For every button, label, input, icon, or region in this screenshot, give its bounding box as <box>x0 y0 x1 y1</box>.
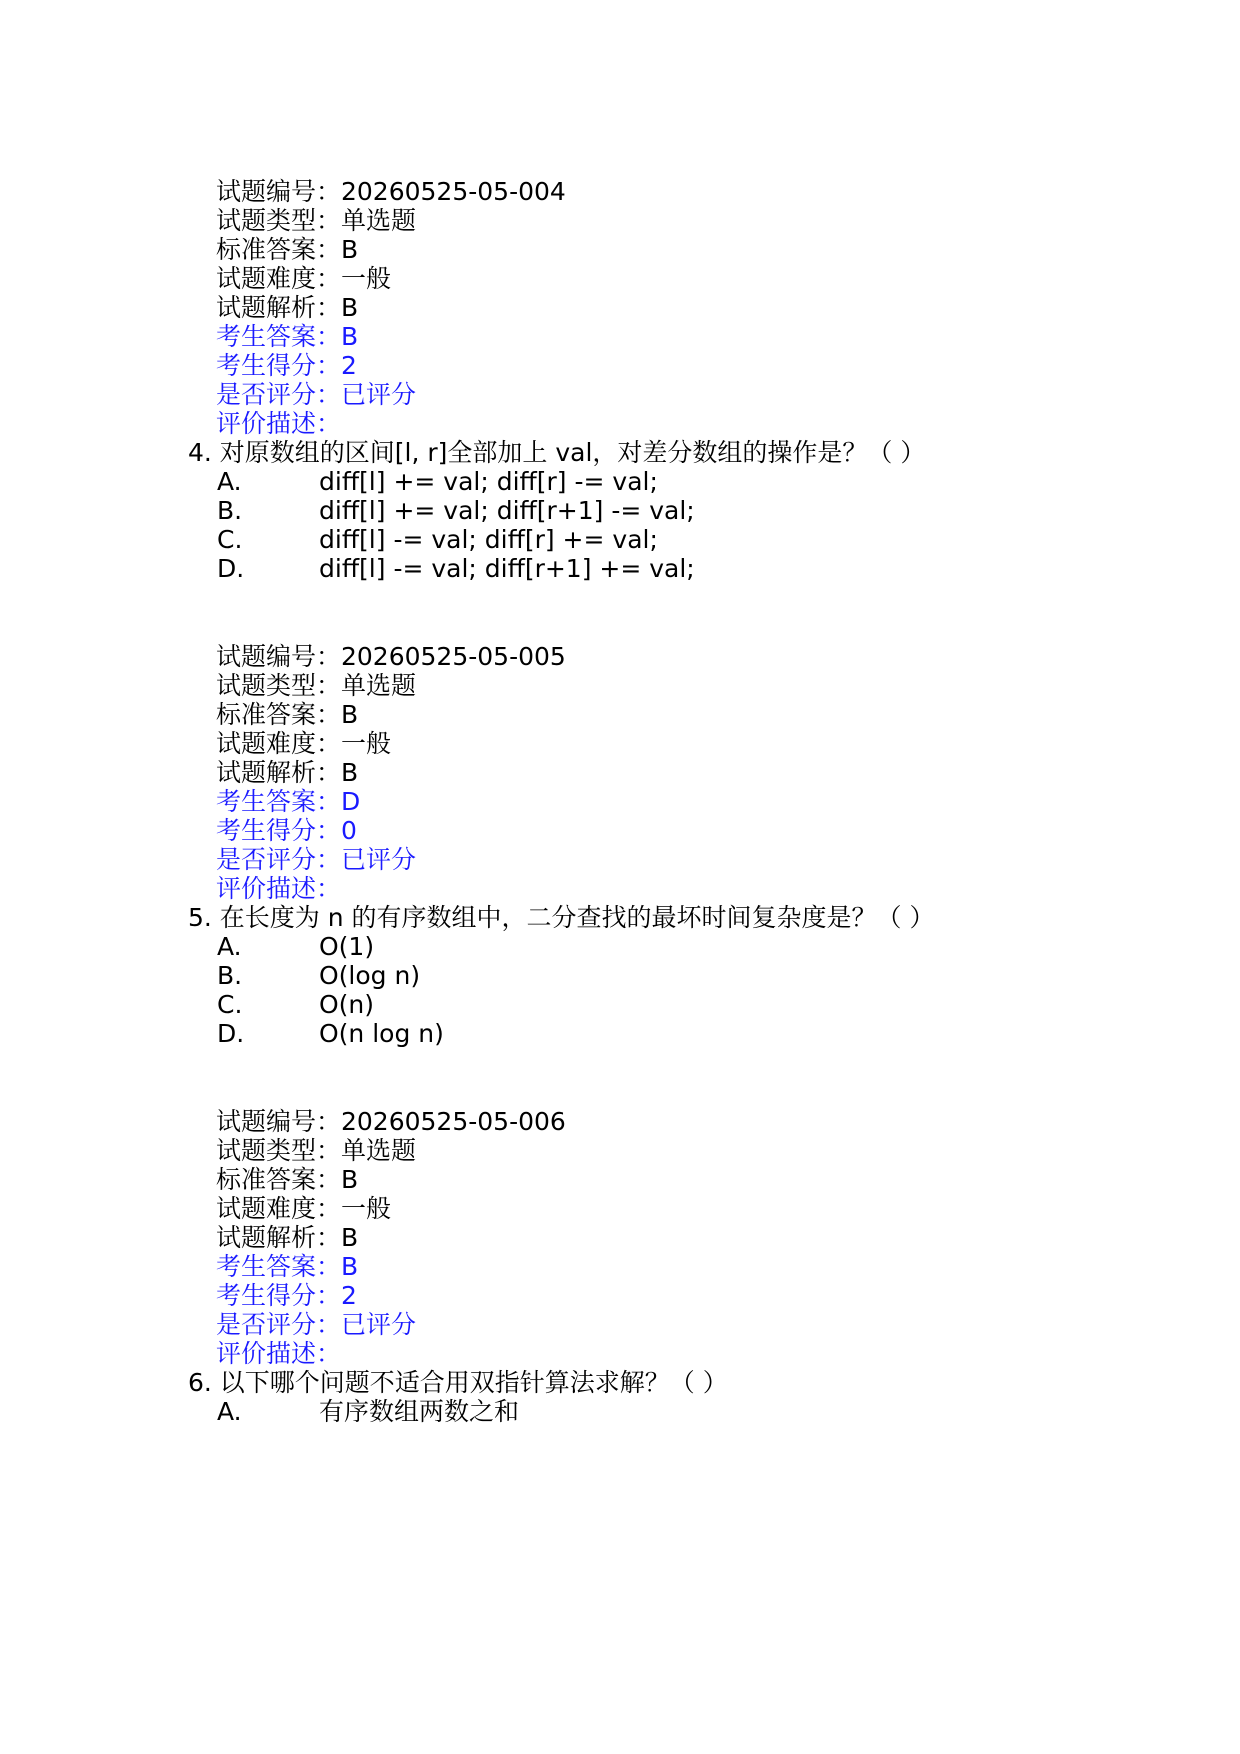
question-text: 4. 对原数组的区间[l, r]全部加上 val，对差分数组的操作是？（ ） <box>188 438 926 467</box>
option-text-b: diff[l] += val; diff[r+1] -= val; <box>319 496 695 525</box>
standard-answer-line: 标准答案：B <box>216 235 359 264</box>
graded-status-line: 是否评分：已评分 <box>216 1310 417 1339</box>
analysis-line: 试题解析：B <box>216 758 359 787</box>
graded-status-line: 是否评分：已评分 <box>216 845 417 874</box>
analysis-line: 试题解析：B <box>216 293 359 322</box>
question-text: 5. 在长度为 n 的有序数组中，二分查找的最坏时间复杂度是？（ ） <box>188 903 935 932</box>
option-text-b: O(log n) <box>319 961 421 990</box>
option-text-a: 有序数组两数之和 <box>319 1397 520 1426</box>
option-text-a: O(1) <box>319 932 375 961</box>
option-text-d: O(n log n) <box>319 1019 444 1048</box>
question-type-line: 试题类型：单选题 <box>216 1136 417 1165</box>
option-letter-c: C. <box>217 990 243 1019</box>
option-letter-a: A. <box>217 932 242 961</box>
analysis-line: 试题解析：B <box>216 1223 359 1252</box>
student-score-line: 考生得分：2 <box>216 1281 357 1310</box>
option-letter-d: D. <box>217 554 245 583</box>
option-letter-c: C. <box>217 525 243 554</box>
student-score-line: 考生得分：2 <box>216 351 357 380</box>
question-id-line: 试题编号：20260525-05-006 <box>216 1107 566 1136</box>
comment-line: 评价描述： <box>216 409 342 438</box>
option-letter-b: B. <box>217 496 243 525</box>
question-type-line: 试题类型：单选题 <box>216 671 417 700</box>
option-letter-a: A. <box>217 467 242 496</box>
student-answer-line: 考生答案：D <box>216 787 361 816</box>
option-letter-d: D. <box>217 1019 245 1048</box>
option-text-c: diff[l] -= val; diff[r] += val; <box>319 525 658 554</box>
option-letter-a: A. <box>217 1397 242 1426</box>
question-id-line: 试题编号：20260525-05-004 <box>216 177 566 206</box>
difficulty-line: 试题难度：一般 <box>216 264 392 293</box>
difficulty-line: 试题难度：一般 <box>216 729 392 758</box>
difficulty-line: 试题难度：一般 <box>216 1194 392 1223</box>
student-answer-line: 考生答案：B <box>216 322 359 351</box>
standard-answer-line: 标准答案：B <box>216 700 359 729</box>
option-text-d: diff[l] -= val; diff[r+1] += val; <box>319 554 695 583</box>
graded-status-line: 是否评分：已评分 <box>216 380 417 409</box>
question-id-line: 试题编号：20260525-05-005 <box>216 642 566 671</box>
comment-line: 评价描述： <box>216 1339 342 1368</box>
option-text-a: diff[l] += val; diff[r] -= val; <box>319 467 658 496</box>
student-answer-line: 考生答案：B <box>216 1252 359 1281</box>
question-text: 6. 以下哪个问题不适合用双指针算法求解？（ ） <box>188 1368 728 1397</box>
comment-line: 评价描述： <box>216 874 342 903</box>
question-type-line: 试题类型：单选题 <box>216 206 417 235</box>
option-text-c: O(n) <box>319 990 375 1019</box>
student-score-line: 考生得分：0 <box>216 816 357 845</box>
option-letter-b: B. <box>217 961 243 990</box>
standard-answer-line: 标准答案：B <box>216 1165 359 1194</box>
